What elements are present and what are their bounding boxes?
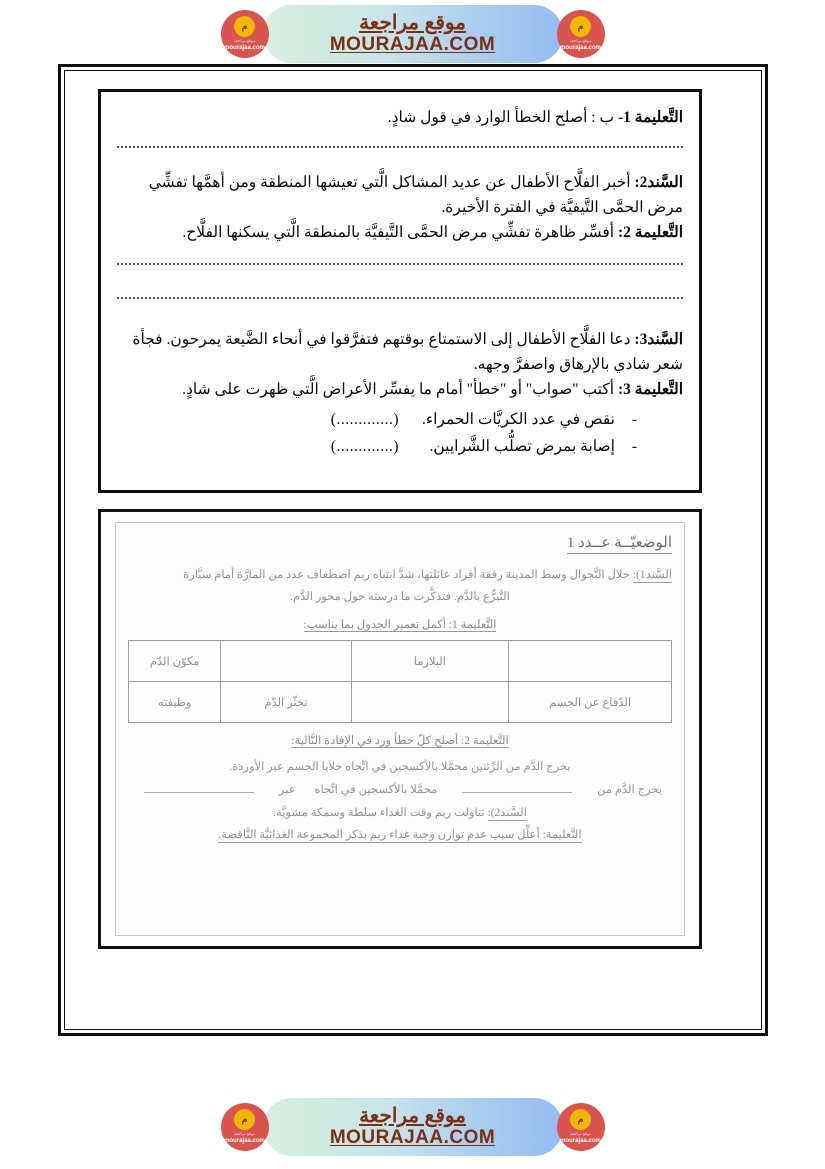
brand-blob-bottom — [224, 1098, 601, 1156]
scan-source-1-label: السَّند1): — [632, 569, 672, 581]
logo-caption-en: mourajaa.com — [560, 45, 601, 52]
correction-right-fragment: يخرج الدَّم من — [597, 783, 662, 796]
blank-answer-field[interactable]: (.............) — [330, 438, 399, 456]
scan-source-2-text: تناولت ريم وقت الغداء سلطة وسمكة مشويَّة. — [273, 806, 485, 819]
brand-logo-right-bottom-icon — [557, 1103, 605, 1151]
scan-source-1-text: خلال التَّجوال وسط المدينة رفقة أفراد عائلتها، شدَّ انتباه ريم اصطفاف عدد من المارَّة أمام سيَّارة — [183, 569, 630, 581]
logo-caption-ar: موقع مراجعة — [233, 1131, 256, 1136]
scan-title: الوضعيّــة عــدد 1 — [567, 533, 672, 554]
scanned-page-image — [115, 522, 685, 936]
logo-caption-en: mourajaa.com — [224, 45, 265, 52]
brand-blob-top — [224, 5, 601, 63]
brand-logo-right-top-icon — [557, 10, 605, 58]
blood-components-table — [128, 640, 672, 723]
logo-disc-icon: م — [570, 16, 591, 37]
correction-blank-rule[interactable] — [462, 785, 572, 793]
table-row — [129, 681, 672, 722]
spacer — [117, 154, 683, 170]
logo-caption-ar: موقع مراجعة — [569, 38, 592, 43]
brand-title-url: MOURAJAA.COM — [329, 1127, 496, 1149]
scan-correction-line — [128, 779, 672, 802]
instruction-2-row — [117, 220, 683, 245]
true-false-list — [117, 406, 683, 460]
instruction-2-text: أفسِّر ظاهرة تفشِّي مرض الحمَّى التَّيفيَّة بالمنطقة الَّتي يسكنها الفلَّاح. — [182, 224, 615, 242]
instruction-3-text: أكتب "صواب" أو "خطأ" أمام ما يفسِّر الأعراض الَّتي ظهرت على شادٍ. — [182, 380, 615, 398]
scan-instruction-3-row — [128, 824, 672, 846]
table-cell — [221, 640, 351, 681]
logo-caption-en: mourajaa.com — [224, 1138, 265, 1145]
scan-instruction-2 — [128, 733, 672, 747]
table-cell: الدّفاع عن الجسم — [509, 681, 672, 722]
blank-statement-text: إصابة بمرض تصلُّب الشَّرايين. — [429, 438, 615, 456]
logo-disc-icon: م — [234, 1109, 255, 1130]
source-3-row — [117, 327, 683, 377]
logo-disc-icon: م — [570, 1109, 591, 1130]
document-sheet-inner-frame — [64, 70, 762, 1030]
header-watermark — [0, 0, 825, 68]
footer-watermark — [0, 1093, 825, 1161]
spacer — [117, 271, 683, 280]
answer-dotted-line — [117, 253, 683, 265]
scan-instruction-1-text: التَّعليمة 1: أكمل تعمير الجدول بما يناسب: — [303, 618, 497, 631]
scan-title-row — [128, 531, 672, 564]
scan-instruction-1 — [128, 617, 672, 631]
blank-answer-field[interactable]: (.............) — [330, 410, 399, 428]
answer-dotted-line — [117, 287, 683, 299]
logo-disc-icon: م — [234, 16, 255, 37]
brand-title-ar: موقع مراجعة — [359, 12, 466, 35]
scan-source-1-line-2: التَّبرُّع بالدَّم. فتذكَّرت ما درسته حول محور الدَّم. — [290, 591, 510, 604]
scan-source-2-label: السَّند2): — [487, 806, 527, 819]
source-2-text: أخبر الفلَّاح الأطفال عن عديد المشاكل الَّتي تعيشها المنطقة ومن أهمَّها تفشِّي مرض الحمَّى التَّيفيَّة في الفترة الأخيرة. — [148, 174, 683, 217]
correction-left-fragment: عبر — [278, 783, 296, 796]
document-content-area — [69, 75, 757, 1025]
table-row-header: وظيفته — [129, 681, 221, 722]
list-item — [117, 406, 637, 433]
source-2-row — [117, 170, 683, 220]
document-sheet — [58, 64, 768, 1036]
instruction-1-text: ب : أصلح الخطأ الوارد في قول شادٍ. — [387, 109, 615, 126]
spacer — [117, 305, 683, 327]
source-3-label: السَّند3: — [634, 330, 683, 348]
instruction-1-row — [117, 106, 683, 129]
logo-caption-en: mourajaa.com — [560, 1138, 601, 1145]
scan-source-1-line-1 — [128, 564, 672, 586]
brand-title-ar: موقع مراجعة — [359, 1105, 466, 1128]
answer-dotted-line — [117, 136, 683, 148]
table-cell: تخثّر الدّم — [221, 681, 351, 722]
table-row — [129, 640, 672, 681]
scan-instruction-2-text: التَّعليمة 2: أصلح كلّ خطأ ورد في الإفادة التَّالية: — [291, 734, 509, 747]
scan-instruction-3-text: التَّعليمة: أعلِّل سبب عدم توازن وجبة غداء ريم بذكر المجموعة الغذائيَّة النَّاقصة. — [218, 829, 582, 842]
source-2-label: السَّند2: — [634, 174, 683, 192]
correction-middle-fragment: محمَّلا بالأكسجين في اتِّجاه — [314, 783, 438, 796]
brand-logo-left-top-icon — [221, 10, 269, 58]
correction-blank-rule[interactable] — [144, 785, 254, 793]
scan-statement-line: يخرج الدَّم من الرِّئتين محمَّلا بالأكسجين في اتِّجاه خلايا الجسم عبر الأوردة. — [229, 760, 571, 773]
typed-exercise-block — [98, 89, 702, 493]
table-cell: البلازما — [351, 640, 508, 681]
table-row-header: مكوّن الدّم — [129, 640, 221, 681]
logo-caption-ar: موقع مراجعة — [569, 1131, 592, 1136]
table-cell — [509, 640, 672, 681]
table-cell — [351, 681, 508, 722]
instruction-3-row — [117, 377, 683, 402]
logo-caption-ar: موقع مراجعة — [233, 38, 256, 43]
list-item — [117, 433, 637, 460]
scan-source-2-row — [128, 802, 672, 824]
blank-statement-text: نقص في عدد الكريَّات الحمراء. — [421, 410, 615, 428]
instruction-3-label: التَّعليمة 3: — [617, 380, 683, 398]
source-3-text: دعا الفلَّاح الأطفال إلى الاستمتاع بوقتهم فتفرَّقوا في أنحاء الضَّيعة يمرحون. فجأة شعر شادي بالإرهاق واصفرَّ وجهه. — [132, 330, 683, 373]
bullet-dash: - — [631, 410, 637, 428]
scanned-exercise-block — [98, 509, 702, 949]
instruction-1-label: التَّعليمة 1- — [617, 109, 683, 126]
instruction-2-label: التَّعليمة 2: — [617, 224, 683, 242]
bullet-dash: - — [631, 438, 637, 456]
brand-title-url: MOURAJAA.COM — [329, 34, 496, 56]
brand-logo-left-bottom-icon — [221, 1103, 269, 1151]
